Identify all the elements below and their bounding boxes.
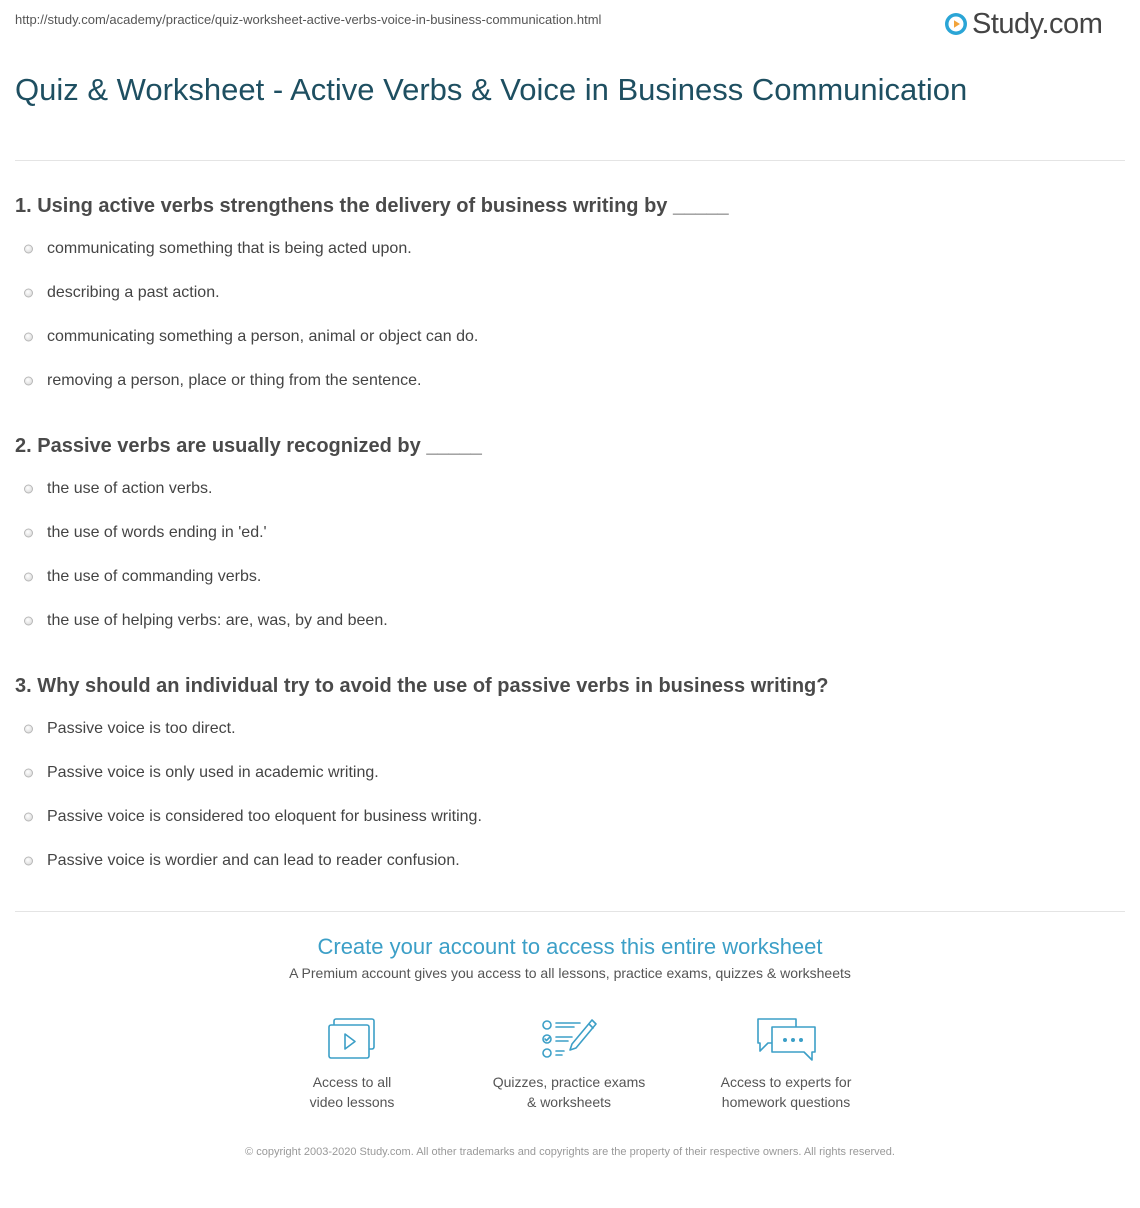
radio-button[interactable] — [24, 377, 33, 386]
answer-list — [15, 707, 1115, 883]
divider — [15, 160, 1125, 161]
answer-label: describing a past action. — [47, 284, 220, 301]
answer-option[interactable] — [15, 467, 1115, 511]
feature-label: Access to experts for homework questions — [720, 1074, 852, 1110]
feature-label: Access to all video lessons — [309, 1074, 395, 1110]
answer-option[interactable] — [15, 795, 1115, 839]
answer-label: the use of action verbs. — [47, 480, 213, 497]
radio-button[interactable] — [24, 333, 33, 342]
radio-button[interactable] — [24, 617, 33, 626]
radio-button[interactable] — [24, 485, 33, 494]
radio-button[interactable] — [24, 573, 33, 582]
radio-button[interactable] — [24, 245, 33, 254]
answer-option[interactable] — [15, 707, 1115, 751]
question-text: 3. Why should an individual try to avoid the use of passive verbs in business writing? — [15, 675, 829, 697]
answer-option[interactable] — [15, 315, 1115, 359]
quiz-checklist-icon — [540, 1016, 598, 1062]
answer-label: the use of words ending in 'ed.' — [47, 524, 267, 541]
answer-label: the use of helping verbs: are, was, by and been. — [47, 612, 388, 629]
answer-label: Passive voice is too direct. — [47, 720, 236, 737]
logo-text: Study.com — [972, 7, 1103, 40]
answer-list — [15, 467, 1115, 643]
video-lessons-icon — [326, 1016, 378, 1062]
copyright-notice: © copyright 2003-2020 Study.com. All other trademarks and copyrights are the property of their respective owners. All rights reserved. — [245, 1146, 895, 1158]
answer-label: Passive voice is only used in academic writing. — [47, 764, 379, 781]
answer-label: the use of commanding verbs. — [47, 568, 262, 585]
answer-option[interactable] — [15, 555, 1115, 599]
page-url: http://study.com/academy/practice/quiz-worksheet-active-verbs-voice-in-business-communication.html — [15, 12, 602, 27]
answer-option[interactable] — [15, 359, 1115, 403]
question-3 — [15, 673, 1115, 883]
promo-subtitle: A Premium account gives you access to all lessons, practice exams, quizzes & worksheets — [289, 965, 851, 981]
answer-option[interactable] — [15, 839, 1115, 883]
study-logo[interactable] — [944, 6, 1102, 42]
premium-promo — [0, 932, 1140, 982]
feature-experts — [686, 1016, 886, 1112]
page-title: Quiz & Worksheet - Active Verbs & Voice in Business Communication — [15, 72, 968, 107]
question-text: 2. Passive verbs are usually recognized by _____ — [15, 435, 482, 457]
radio-button[interactable] — [24, 769, 33, 778]
radio-button[interactable] — [24, 289, 33, 298]
radio-button[interactable] — [24, 813, 33, 822]
answer-list — [15, 227, 1115, 403]
radio-button[interactable] — [24, 529, 33, 538]
answer-option[interactable] — [15, 511, 1115, 555]
feature-video-lessons — [252, 1016, 452, 1112]
answer-label: Passive voice is considered too eloquent for business writing. — [47, 808, 482, 825]
play-circle-logo-icon — [944, 12, 968, 36]
question-2 — [15, 433, 1115, 643]
create-account-link[interactable]: Create your account to access this entire worksheet — [317, 934, 823, 959]
answer-option[interactable] — [15, 599, 1115, 643]
question-text: 1. Using active verbs strengthens the delivery of business writing by _____ — [15, 195, 729, 217]
answer-label: communicating something a person, animal or object can do. — [47, 328, 479, 345]
answer-option[interactable] — [15, 751, 1115, 795]
chat-bubbles-icon — [754, 1016, 818, 1062]
question-1 — [15, 193, 1115, 403]
answer-label: Passive voice is wordier and can lead to reader confusion. — [47, 852, 460, 869]
answer-option[interactable] — [15, 271, 1115, 315]
answer-option[interactable] — [15, 227, 1115, 271]
answer-label: removing a person, place or thing from the sentence. — [47, 372, 422, 389]
radio-button[interactable] — [24, 857, 33, 866]
divider — [15, 911, 1125, 912]
answer-label: communicating something that is being acted upon. — [47, 240, 412, 257]
feature-quizzes — [469, 1016, 669, 1112]
feature-label: Quizzes, practice exams & worksheets — [492, 1074, 646, 1110]
radio-button[interactable] — [24, 725, 33, 734]
